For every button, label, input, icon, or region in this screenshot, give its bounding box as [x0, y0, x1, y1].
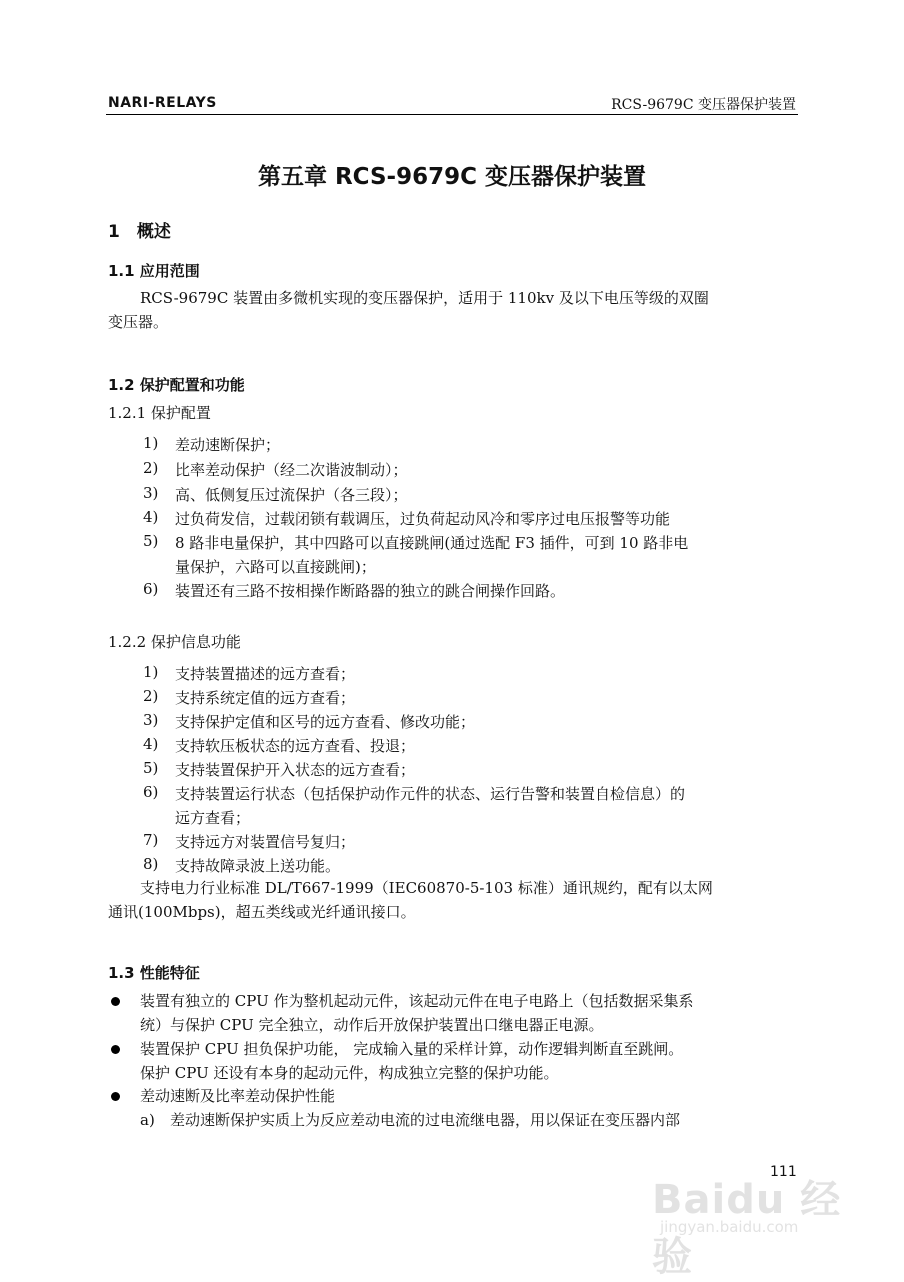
bullet-text-continuation: 保护 CPU 还设有本身的起动元件，构成独立完整的保护功能。: [140, 1064, 559, 1082]
bullet-text: 差动速断及比率差动保护性能: [140, 1087, 336, 1105]
bullet-text: 装置保护 CPU 担负保护功能， 完成输入量的采样计算，动作逻辑判断直至跳闸。: [140, 1040, 684, 1058]
list-item-number: 7): [143, 831, 159, 849]
paragraph-line: RCS-9679C 装置由多微机实现的变压器保护，适用于 110kv 及以下电压等级的双圈: [140, 289, 709, 307]
list-item-continuation: 量保护，六路可以直接跳闸)；: [175, 558, 376, 576]
list-item-number: 3): [143, 484, 159, 502]
list-item-text: 支持保护定值和区号的远方查看、修改功能；: [175, 713, 476, 731]
list-item-number: 1): [143, 663, 159, 681]
list-item-number: 2): [143, 459, 159, 477]
list-item-text: 支持故障录波上送功能。: [175, 857, 341, 875]
list-item-number: 5): [143, 532, 159, 550]
list-item-text: 过负荷发信，过载闭锁有载调压，过负荷起动风冷和零序过电压报警等功能: [175, 510, 671, 528]
paragraph-line: 支持电力行业标准 DL/T667-1999（IEC60870-5-103 标准）通讯规约，配有以太网: [140, 879, 713, 897]
baidu-watermark: [640, 1160, 860, 1280]
paragraph-line: 变压器。: [108, 313, 169, 331]
list-item-number: 6): [143, 783, 159, 801]
list-item-text: 支持远方对装置信号复归；: [175, 833, 356, 851]
list-item-number: 8): [143, 855, 159, 873]
section-1-2-heading: 1.2 保护配置和功能: [108, 376, 245, 394]
header-doc-title: RCS-9679C 变压器保护装置: [611, 97, 796, 113]
watermark-url: jingyan.baidu.com: [660, 1218, 799, 1236]
list-item-number: 4): [143, 508, 159, 526]
sub-item-label: a): [140, 1111, 155, 1129]
sub-item-text: 差动速断保护实质上为反应差动电流的过电流继电器，用以保证在变压器内部: [170, 1111, 681, 1129]
list-item-text: 高、低侧复压过流保护（各三段）；: [175, 486, 408, 504]
list-item-text: 支持软压板状态的远方查看、投退；: [175, 737, 416, 755]
list-item-continuation: 远方查看；: [175, 809, 251, 827]
section-1-1-heading: 1.1 应用范围: [108, 262, 200, 280]
list-item-number: 3): [143, 711, 159, 729]
list-item-number: 2): [143, 687, 159, 705]
list-item-number: 4): [143, 735, 159, 753]
list-item-text: 支持装置描述的远方查看；: [175, 665, 356, 683]
list-item-text: 装置还有三路不按相操作断路器的独立的跳合闸操作回路。: [175, 582, 566, 600]
section-1-heading: 1 概述: [108, 222, 171, 242]
section-1-2-1-heading: 1.2.1 保护配置: [108, 404, 211, 422]
section-1-3-heading: 1.3 性能特征: [108, 964, 200, 982]
list-item-text: 比率差动保护（经二次谐波制动）；: [175, 461, 408, 479]
header-brand: NARI-RELAYS: [108, 95, 217, 111]
list-item-text: 差动速断保护；: [175, 436, 281, 454]
bullet-text-continuation: 统）与保护 CPU 完全独立，动作后开放保护装置出口继电器正电源。: [140, 1016, 604, 1034]
list-item-text: 支持系统定值的远方查看；: [175, 689, 356, 707]
section-1-2-2-heading: 1.2.2 保护信息功能: [108, 633, 241, 651]
header-divider: [106, 114, 798, 115]
list-item-text: 支持装置保护开入状态的远方查看；: [175, 761, 416, 779]
bullet-dot-icon: [111, 997, 120, 1006]
bullet-dot-icon: [111, 1045, 120, 1054]
bullet-text: 装置有独立的 CPU 作为整机起动元件，该起动元件在电子电路上（包括数据采集系: [140, 992, 694, 1010]
list-item-number: 6): [143, 580, 159, 598]
page-number: 111: [770, 1164, 797, 1180]
bullet-dot-icon: [111, 1092, 120, 1101]
list-item-number: 5): [143, 759, 159, 777]
list-item-text: 支持装置运行状态（包括保护动作元件的状态、运行告警和装置自检信息）的: [175, 785, 686, 803]
paragraph-line: 通讯(100Mbps)，超五类线或光纤通讯接口。: [108, 903, 416, 921]
chapter-title: 第五章 RCS-9679C 变压器保护装置: [257, 164, 647, 190]
list-item-number: 1): [143, 434, 159, 452]
list-item-text: 8 路非电量保护，其中四路可以直接跳闸(通过选配 F3 插件，可到 10 路非电: [175, 534, 689, 552]
watermark-brand: Baidu 经验: [652, 1177, 842, 1280]
